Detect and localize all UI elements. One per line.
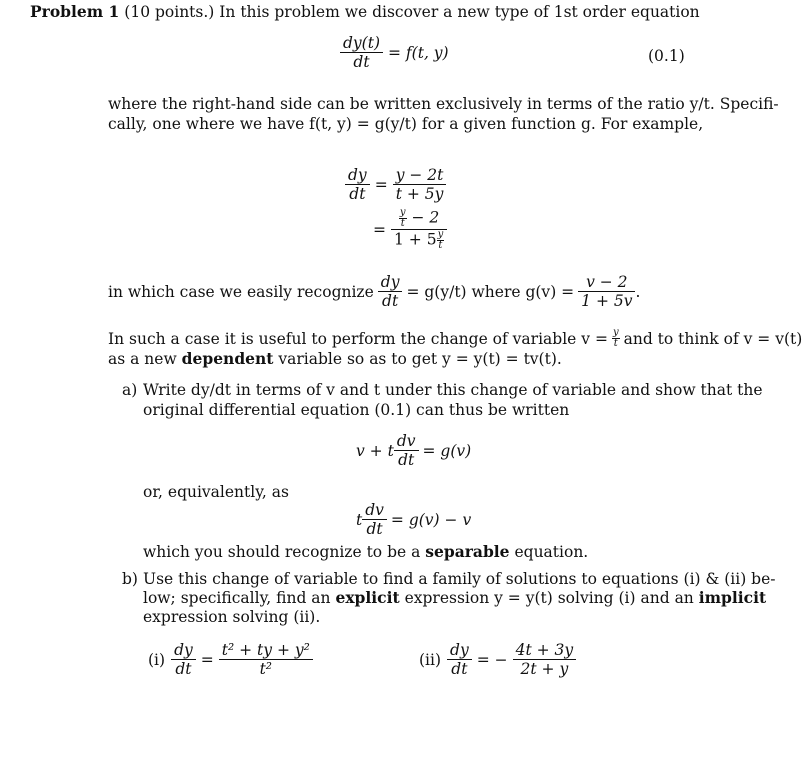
part-a-or-text: or, equivalently, as [143,483,289,501]
part-a-eq1 [356,432,471,469]
recognize-g-num: v − 2 [578,273,635,292]
para2-line2 [108,349,562,369]
part-a-recognize [143,542,588,562]
equation-i-rhs [219,641,313,678]
para2-dependent: dependent [181,349,274,368]
example-rhs1-num: y − 2t [393,166,447,185]
para2-line1 [108,328,802,349]
part-a-eq1-fraction [394,432,419,469]
example-rhs2-num-y: y [399,207,406,218]
recognize-g-fraction [578,273,635,310]
recognize-g-den: 1 + 5v [581,292,633,310]
problem-points: (10 points.) [124,3,215,21]
para2-frac-den: t [613,338,618,349]
equation-number: (0.1) [648,47,685,65]
part-a-eq1-right: = g(v) [422,441,472,460]
part-a-eq2-fraction [362,501,387,538]
problem-header [30,2,700,22]
recognize-mid: = g(y/t) where g(v) = [406,282,575,301]
para2-line1-a: In such a case it is useful to perform the change of variable v = [108,329,608,348]
part-a-line1: Write dy/dt in terms of v and t under this change of variable and show that the [143,381,763,399]
part-b-line3: expression solving (ii). [143,608,321,626]
part-a-eq1-num: dv [394,432,419,451]
example-lhs-num: dy [345,166,370,185]
para1-line2: cally, one where we have f(t, y) = g(y/t) for a given function g. For example, [108,115,704,133]
example-rhs2 [391,208,447,251]
recognize-end: . [635,282,641,301]
recognize-frac-den: dt [382,292,399,310]
recognize-fraction [378,273,403,310]
equation-i-rhs-den: t² [259,660,273,678]
equation-0-1 [340,34,449,71]
equation-ii-lhs [447,641,472,678]
part-a-eq1-den: dt [398,451,415,469]
equation-ii-rhs [513,641,577,678]
equation-i-rhs-num: t² + ty + y² [219,641,313,660]
equation-i-lhs-den: dt [175,660,192,678]
part-a-eq2-den: dt [366,520,383,538]
part-a-recog-a: which you should recognize to be a [143,543,421,561]
equation-ii-rhs-den: 2t + y [520,660,569,678]
example-lhs-den: dt [349,185,366,203]
example-rhs2-num [391,208,447,230]
part-b-line2-a: low; specifically, find an [143,589,331,607]
para2-inline-fraction [612,328,620,349]
part-b-explicit: explicit [335,588,400,607]
equation-ii-rhs-num: 4t + 3y [513,641,577,660]
para2-line1-b: and to think of v = v(t) [623,329,802,348]
example-rhs1-den: t + 5y [395,185,444,203]
part-a-recog-b: equation. [514,543,589,561]
equation-ii-sign: = − [476,650,508,669]
part-a-eq2-num: dv [362,501,387,520]
example-eq-line2: = $\frac{y}{t}$ − 2 1 + 5 $\frac{y}{t}$ [368,208,447,251]
example-eq-line1: $\frac{dy}{dt}$ = $\frac{y - 2t}{t + 5y}$ [345,166,446,203]
problem-intro: In this problem we discover a new type of 1st order equation [219,3,700,21]
example-rhs2-den-a: 1 + 5 [394,230,437,249]
equation-i-lhs-num: dy [171,641,196,660]
recognize-line [108,273,640,310]
part-b-line2 [143,588,766,608]
part-a-eq2-right: = g(v) − v [390,510,472,529]
equation-i-lhs [171,641,196,678]
equation-ii-lhs-den: dt [451,660,468,678]
equation-i: (i) $\frac{dy}{dt}$ = $\frac{\text{t² + ty + y²}}{\text{t²}}$ [148,641,313,678]
example-rhs2-den-y: y [437,229,444,240]
part-a-eq2 [356,501,471,538]
para2-frac-num: y [612,327,619,338]
recognize-text: in which case we easily recognize [108,282,374,301]
para2-line2-b: variable so as to get y = y(t) = tv(t). [278,350,562,368]
equation-ii [419,641,576,678]
eq01-numerator: dy(t) [340,34,383,53]
part-b-line1: Use this change of variable to find a family of solutions to equations (i) & (ii) be- [143,570,776,588]
equation-ii-lhs-num: dy [447,641,472,660]
eq01-denominator: dt [353,53,370,71]
para2-line2-a: as a new [108,350,177,368]
part-a-line2: original differential equation (0.1) can thus be written [143,401,570,419]
part-a-label: a) [122,381,138,399]
example-rhs2-den [391,230,447,251]
part-a-eq1-left: v + t [356,441,394,460]
para1-line1: where the right-hand side can be written exclusively in terms of the ratio y/t. Specifi- [108,95,779,113]
example-rhs1 [393,166,447,203]
example-rhs2-num-minus: − 2 [411,208,440,227]
part-b-line2-b: expression y = y(t) solving (i) and an [404,589,694,607]
problem-label: Problem 1 [30,2,120,21]
example-rhs2-den-t: t [438,240,443,251]
example-rhs2-num-t: t [400,218,405,229]
example-lhs [345,166,370,203]
recognize-frac-num: dy [378,273,403,292]
equation-i-label: (i) [148,650,166,669]
eq01-rhs: = f(t, y) [388,43,449,62]
part-a-eq2-left: t [356,510,363,529]
part-a-separable: separable [425,542,510,561]
equation-ii-label: (ii) [419,650,442,669]
part-b-label: b) [122,570,138,588]
part-b-implicit: implicit [698,588,767,607]
eq01-fraction [340,34,383,71]
